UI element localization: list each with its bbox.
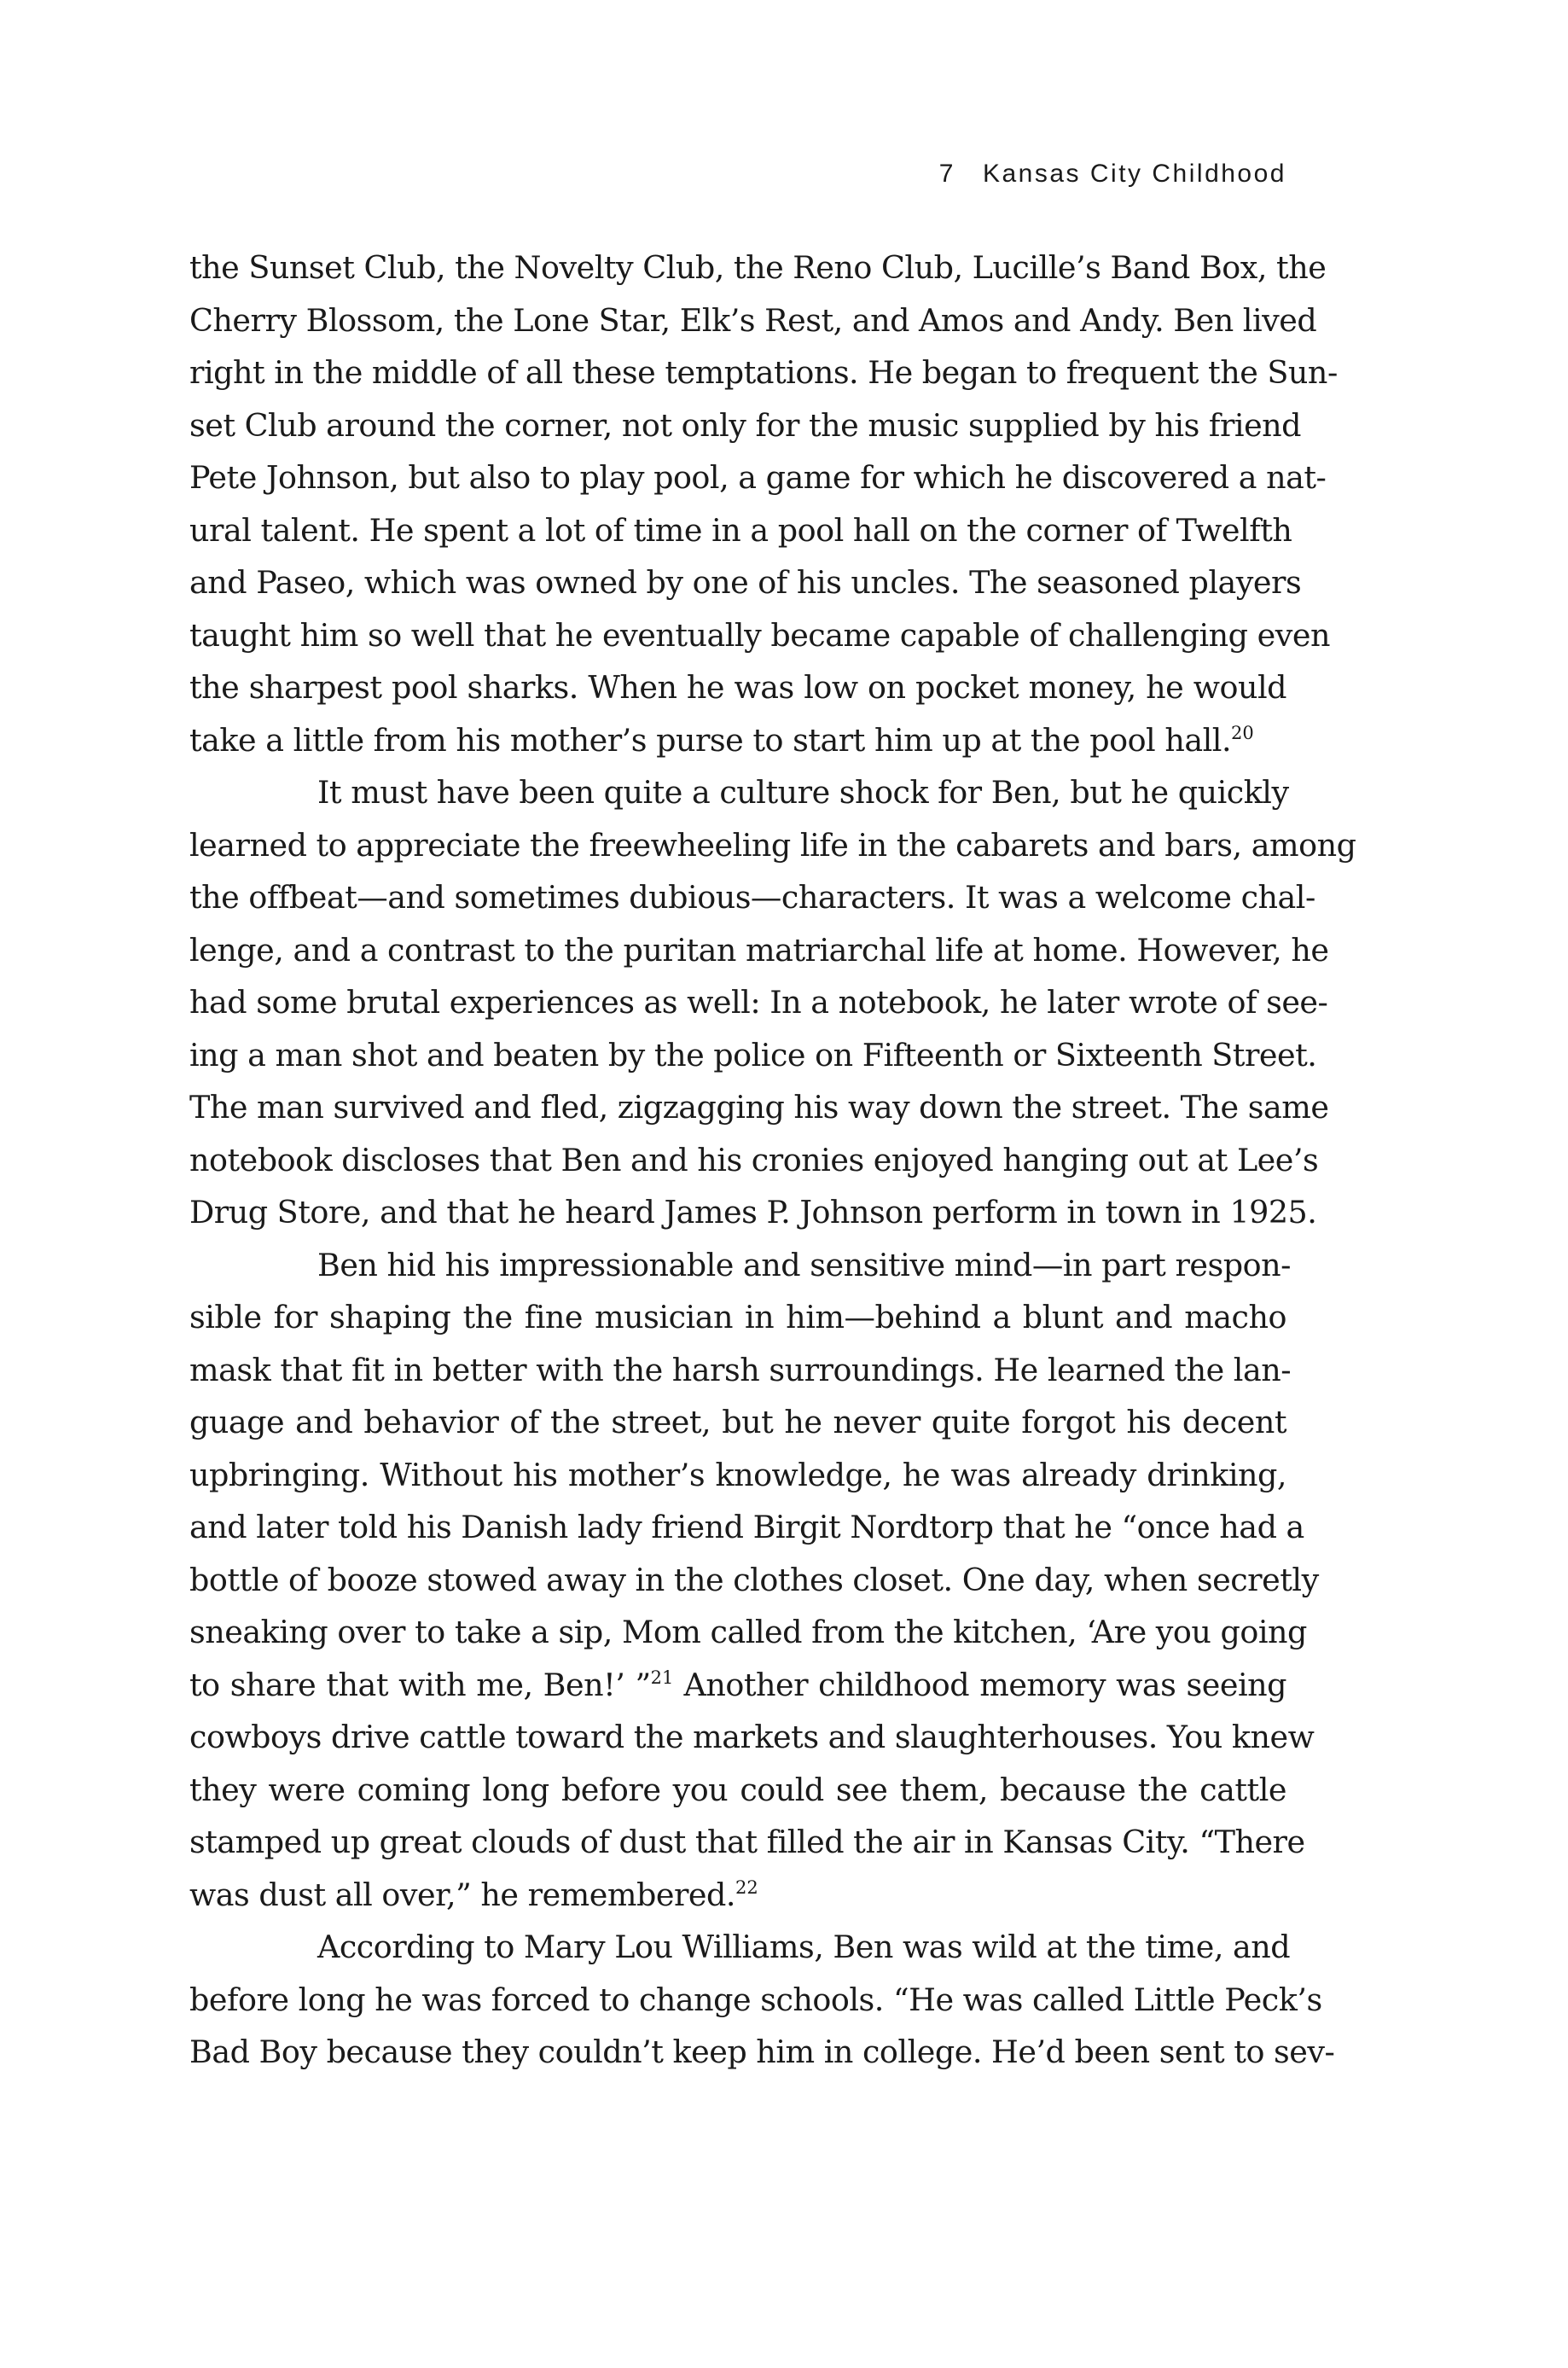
- text-line: bottle of booze stowed away in the clothes closet. One day, when secretly: [189, 1561, 1319, 1598]
- footnote-marker: 22: [735, 1876, 758, 1898]
- running-head: [189, 150, 1286, 198]
- text-line: Drug Store, and that he heard James P. Johnson perform in town in 1925.: [189, 1194, 1317, 1231]
- text-line: Ben hid his impressionable and sensitive mind—in part respon-: [317, 1246, 1291, 1283]
- text-line: ural talent. He spent a lot of time in a pool hall on the corner of Twelfth: [189, 511, 1292, 549]
- text-line: and later told his Danish lady friend Birgit Nordtorp that he “once had a: [189, 1509, 1304, 1545]
- text-line: had some brutal experiences as well: In a notebook, he later wrote of see-: [189, 984, 1328, 1021]
- text-line: [189, 1659, 1286, 1712]
- text-segment: take a little from his mother’s purse to start him up at the pool hall.: [189, 721, 1232, 759]
- page-number: 7: [938, 160, 955, 188]
- text-line: upbringing. Without his mother’s knowledge, he was already drinking,: [189, 1456, 1286, 1493]
- text-line: they were coming long before you could see them, because the cattle: [189, 1771, 1286, 1808]
- text-line: sneaking over to take a sip, Mom called from the kitchen, ‘Are you going: [189, 1614, 1307, 1650]
- text-segment: Another childhood memory was seeing: [673, 1666, 1286, 1703]
- text-line: stamped up great clouds of dust that filled the air in Kansas City. “There: [189, 1824, 1305, 1860]
- text-line: Bad Boy because they couldn’t keep him in college. He’d been sent to sev-: [189, 2033, 1335, 2070]
- text-line: the offbeat—and sometimes dubious—characters. It was a welcome chal-: [189, 879, 1315, 916]
- text-line: mask that fit in better with the harsh surroundings. He learned the lan-: [189, 1351, 1292, 1388]
- text-line: The man survived and fled, zigzagging his way down the street. The same: [189, 1089, 1329, 1126]
- text-line: sible for shaping the fine musician in him—behind a blunt and macho: [189, 1299, 1286, 1335]
- text-line: learned to appreciate the freewheeling life in the cabarets and bars, among: [189, 826, 1356, 864]
- text-line: the Sunset Club, the Novelty Club, the Reno Club, Lucille’s Band Box, the: [189, 249, 1327, 286]
- chapter-title: Kansas City Childhood: [982, 160, 1286, 188]
- text-line: before long he was forced to change schools. “He was called Little Peck’s: [189, 1981, 1322, 2018]
- footnote-marker: 21: [650, 1667, 674, 1688]
- paragraph-3: [189, 1239, 1319, 1922]
- text-line: the sharpest pool sharks. When he was low on pocket money, he would: [189, 669, 1286, 706]
- text-line: notebook discloses that Ben and his cronies enjoyed hanging out at Lee’s: [189, 1141, 1319, 1178]
- text-line: Pete Johnson, but also to play pool, a game for which he discovered a nat-: [189, 459, 1327, 496]
- text-line: According to Mary Lou Williams, Ben was wild at the time, and: [317, 1929, 1291, 1965]
- text-line: It must have been quite a culture shock for Ben, but he quickly: [317, 774, 1289, 811]
- text-line: set Club around the corner, not only for the music supplied by his friend: [189, 406, 1302, 444]
- text-line: [189, 714, 1286, 767]
- footnote-marker: 20: [1231, 722, 1254, 743]
- text-line: Cherry Blossom, the Lone Star, Elk’s Rest, and Amos and Andy. Ben lived: [189, 301, 1317, 339]
- paragraph-1: [189, 241, 1338, 766]
- text-line: cowboys drive cattle toward the markets and slaughterhouses. You knew: [189, 1719, 1315, 1755]
- paragraph-2: [189, 766, 1356, 1239]
- text-line: and Paseo, which was owned by one of his uncles. The seasoned players: [189, 564, 1302, 601]
- paragraph-4: [189, 1921, 1335, 2079]
- text-segment: to share that with me, Ben!’ ”: [189, 1666, 651, 1703]
- text-segment: was dust all over,” he remembered.: [189, 1876, 735, 1913]
- text-line: lenge, and a contrast to the puritan matriarchal life at home. However, he: [189, 931, 1329, 969]
- text-line: taught him so well that he eventually became capable of challenging even: [189, 616, 1330, 654]
- text-line: [189, 1869, 1286, 1922]
- body-text: [189, 241, 1356, 2079]
- text-line: guage and behavior of the street, but he never quite forgot his decent: [189, 1404, 1286, 1440]
- text-line: right in the middle of all these temptations. He began to frequent the Sun-: [189, 354, 1338, 391]
- text-line: ing a man shot and beaten by the police on Fifteenth or Sixteenth Street.: [189, 1036, 1317, 1073]
